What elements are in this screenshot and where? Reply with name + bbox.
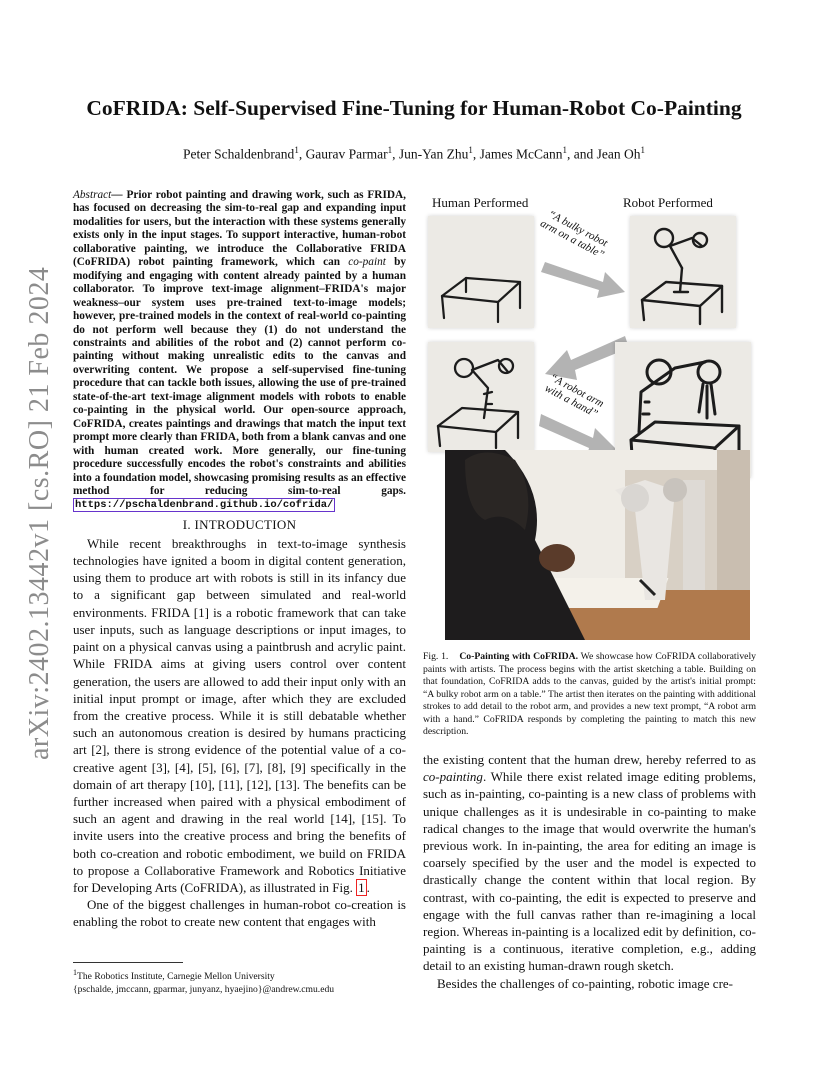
abstract-label: Abstract	[73, 189, 112, 201]
footnote-affiliation: The Robotics Institute, Carnegie Mellon University	[77, 971, 275, 983]
arxiv-stamp	[22, 266, 55, 760]
photo-artist-with-robot	[445, 450, 750, 640]
section-heading: I. INTRODUCTION	[182, 516, 297, 532]
arrow-right-icon	[541, 252, 629, 302]
photo-illustration	[445, 450, 750, 640]
author: Peter Schaldenbrand	[182, 146, 295, 162]
label-human-performed: Human Performed	[432, 195, 529, 210]
figure-caption: Fig. 1. Co-Painting with CoFRIDA. We showcase how CoFRIDA collaboratively paints with artists. The process begins with the artist sketching a table. Building on that foundation, CoFRIDA adds to the canvas, guided by the artist's initial prompt: “A bulky robot arm on a table.” The artist then iterates on the painting with additional strokes to add detail to the robot arm, and provides a new text prompt, “A robot arm with a hand.” CoFRIDA responds by completing the painting to match this new description.	[423, 651, 756, 737]
author: Gaurav Parmar	[305, 146, 388, 162]
footnote-rule	[73, 962, 183, 963]
author: Jean Oh	[596, 146, 641, 162]
figure-1	[423, 192, 756, 640]
body-paragraph: Besides the challenges of co-painting, robotic image cre-	[437, 975, 734, 991]
sketch-table	[428, 216, 534, 328]
abstract: Abstract— Prior robot painting and drawing work, such as FRIDA, has focused on decreasing the sim-to-real gap and expanding input modalities for users, but the interaction with these systems generally exists only in the input stages. To support interactive, human-robot collaborative painting, we introduce the Collaborative FRIDA (CoFRIDA) robot painting framework, which can co-paint by modifying and engaging with content already painted by a human collaborator. To improve text-image alignment–FRIDA's major weakness–our system uses pre-trained text-to-image models; however, pre-trained models in the context of real-world co-painting do not perform well because they (1) do not understand the constraints and abilities of the robot and (2) cannot perform co-painting without making unrealistic edits to the canvas and overwriting content. We propose a self-supervised fine-tuning procedure that can tackle both issues, allowing the use of pre-trained state-of-the-art text-image alignment models with robots to enable co-painting in the physical world. Our open-source approach, CoFRIDA, creates paintings and drawings that match the input text prompt more clearly than FRIDA, both from a blank canvas and one with human created work. More generally, our fine-tuning procedure successfully encodes the robot's constraints and abilities into a foundation model, showcasing promising results as an effective method for reducing sim-to-real gaps. https://pschaldenbrand.github.io/cofrida/	[73, 189, 407, 512]
label-robot-performed: Robot Performed	[623, 195, 713, 210]
robot-arm-sketch	[630, 216, 736, 328]
paper-title: CoFRIDA: Self-Supervised Fine-Tuning for Human-Robot Co-Painting	[86, 96, 742, 120]
project-link[interactable]: https://pschaldenbrand.github.io/cofrida/	[75, 499, 334, 512]
prompt-2: “A robot arm with a hand”	[542, 371, 606, 421]
author: Jun-Yan Zhu	[398, 146, 469, 162]
sketch-detailed	[428, 342, 534, 452]
left-column	[73, 189, 406, 931]
arxiv-id: arXiv:2402.13442v1 [cs.RO] 21 Feb 2024	[24, 266, 55, 760]
right-column	[423, 751, 756, 992]
robot-painting-1	[630, 216, 736, 328]
table-sketch	[428, 216, 534, 328]
footnote-emails: {pschalde, jmccann, gparmar, junyanz, hyaejino}@andrew.cmu.edu	[73, 984, 335, 996]
footnote: $^1$The Robotics Institute, Carnegie Mellon University {pschalde, jmccann, gparmar, junyanz, hyaejino}@andrew.cmu.edu	[73, 962, 413, 996]
intro-paragraph: While recent breakthroughs in text-to-image synthesis technologies have ignited a boom in digital content generation, using them to produce art with robots is still in its infancy due to a significant gap between simulated and real-world environments. FRIDA [1] is a robotic framework that can take user inputs, such as language descriptions or input images, to paint on a physical canvas using a paintbrush and acrylic paint. While FRIDA aims at giving users control over content generation, the users are allowed to add their input only with an initial input prompt or image, after which they are excluded from the creative process. While it is still debatable whether such an autonomous creation is desired by humans practicing art [2], there is strong evidence of the potential value of a co-creative agent [3], [4], [5], [6], [7], [8], [9] specifically in the domain of art therapy [10], [11], [12], [13]. The benefits can be further increased when paired with a physical embodiment of such an agent and drawing in the real world [14], [15]. To invite users into the creative process and bring the benefits of both co-creation and robotic embodiment, we build on FRIDA to propose a Collaborative Framework and Robotics Initiative for Developing Arts (CoFRIDA), as illustrated in Fig. 1 .	[73, 535, 406, 895]
author: James McCann	[479, 146, 563, 162]
figure-ref-link[interactable]: 1	[358, 879, 365, 895]
intro-paragraph: One of the biggest challenges in human-robot co-creation is enabling the robot to create new content that engages with	[73, 897, 406, 930]
prompt-1: “A bulky robot arm on a table”	[538, 208, 610, 262]
detailed-arm-sketch	[428, 342, 534, 452]
body-paragraph: the existing content that the human drew, hereby referred to as co-painting. While there exist related image editing problems, such as in-painting, co-painting is a new class of problems with unique challenges as it is undesirable in co-painting to make radical changes to the image that would overwrite the human's previous work. In in-painting, the area for editing an image is coarsely specified by the user and the model is expected to drastically change the content within that local region. By contrast, with co-painting, the edit is expected to preserve and engage with the full canvas rather than re-imagining a local region. Whereas in-painting is a localized edit by definition, co-painting is a continuous, iterative completion, e.g., adding detail to an existing human-drawn rough sketch.	[423, 752, 756, 974]
author-list: Peter Schaldenbrand$^1$, Gaurav Parmar$^1$, Jun-Yan Zhu$^1$, James McCann$^1$, and Jean Oh$^1$	[182, 145, 646, 162]
